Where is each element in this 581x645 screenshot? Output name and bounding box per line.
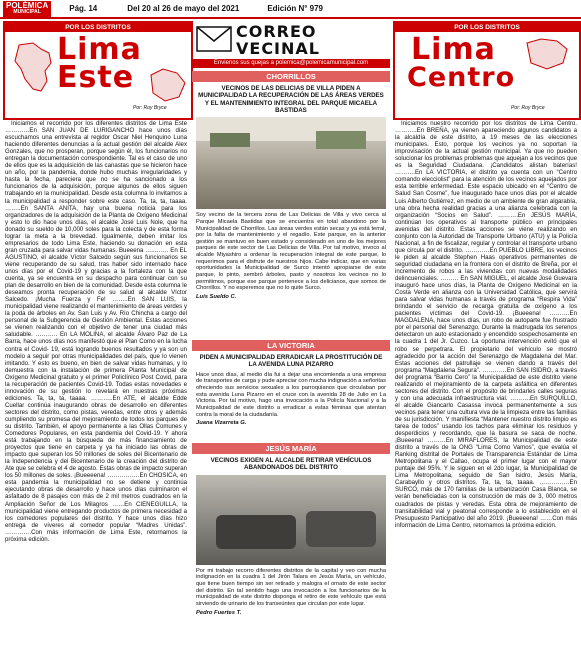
lima-centro-title-1: Lima bbox=[411, 32, 496, 67]
la-victoria-signature: Juana Vizarreta G. bbox=[196, 420, 247, 427]
lima-map-icon bbox=[523, 37, 571, 71]
masthead-line-1: CORREO bbox=[236, 22, 317, 41]
lima-centro-title-2: Centro bbox=[407, 62, 516, 93]
chorrillos-heading: VECINOS DE LAS DELICIAS DE VILLA PIDEN A MUNICIPALIDAD LA RECUPERACIÓN DE LAS ÁREAS VERDES Y EL MANTENIMIENTO INTEGRAL DEL PARQUE MICAELA BASTIDAS bbox=[198, 85, 384, 114]
jesus-maria-band: JESÚS MARÍA bbox=[192, 443, 390, 454]
la-victoria-band: LA VICTORIA bbox=[192, 340, 390, 351]
lima-este-banner: POR LOS DISTRITOS bbox=[5, 23, 191, 32]
lima-este-title-2: Este bbox=[57, 60, 135, 95]
district-map-icon bbox=[147, 67, 187, 103]
photo-vehicle-2 bbox=[306, 511, 376, 547]
jesus-maria-heading: VECINOS EXIGEN AL ALCALDE RETIRAR VEHÍCULOS ABANDONADOS DEL DISTRITO bbox=[210, 457, 372, 472]
masthead-tagline: Envienos sus quejas a polemica@polemicamunicipal.com bbox=[192, 59, 390, 68]
correo-vecinal-masthead bbox=[192, 20, 390, 72]
edition-number: Edición N° 979 bbox=[267, 4, 323, 13]
chorrillos-letter: Soy vecino de la tercera zona de Las Delicias de Villa y vivo cerca al Parque Micaela Bastidas que se encuentra en total abandono por la Municipalidad de Chorrillos. Las áreas verdes están secas y ya está terral, por la falta de mantenimiento y el regadío. Este parque, en la anterior gestión se mantuvo en buen estado y considerado en uno de los mejores parques de este sector de Las Delicias de Villa. Por tal motivo, invoco al alcalde Miyashiro a ordenar la recuperación integral de este parque, lo requerimos para el disfrute de nuestros hijos. Cabe indicar, que en varias oportunidades la Municipalidad de Surco intentó apropiarse de este parque, lo pinto, sembró árboles, pasto y nosotros los vecinos no lo permitimos, porque ese parque pertenece a los delicianos, que somos de Chorrillos. Y no esperemos que no lo quite Surco. bbox=[196, 212, 386, 292]
la-victoria-heading: PIDEN A MUNICIPALIDAD ERRADICAR LA PROSTITUCIÓN DE LA AVENIDA LUNA PIZARRO bbox=[199, 354, 383, 369]
masthead-line-2: VECINAL bbox=[236, 39, 320, 58]
jesus-maria-section bbox=[192, 443, 390, 618]
logo-main-text: POLÉMICA bbox=[6, 0, 49, 10]
chorrillos-section bbox=[192, 71, 390, 302]
lima-este-header bbox=[3, 21, 193, 120]
newspaper-logo bbox=[3, 1, 51, 17]
lima-este-body: Iniciamos el recorrido por los diferentes distritos de Lima Este …………En SAN JUAN DE LURIGANCHO hace unos días escuchamos una entrevista al regidor Oscar Niel Henquino Luna haciendo diferentes denuncias a la actual gestión del alcalde Alex Gonzales, que no prosperan, porque según él, los funcionarios no entregan la documentación correspondiente. Tal es el caso de uno de ellos que es la adquisición de las canastas que se hicieron hace un año, por la pandemia, donde hubo muchas irregularidades y hasta la fecha, pareciera que no se ha sancionado a los funcionarios de la adquisición, porque algunos de ellos siguen trabajando en la municipalidad. Desde esta columna lo invitamos a la municipalidad a responder sobre este caso. Ta, ta, ta, taaaa. ……..En SANTA ANITA, hay una buena noticia para los organizadores de la adquisición de la Planta de Oxígeno Medicinal y esto lo dio hace unos días, el alcalde José Luis Nole, que ha donado su sueldo de 10,000 soles para la colecta y de esta forma lograr la meta a la brevedad. Igualmente, deben imitar los empresarios de todo Lima Este, haciendo su donación en esta gran cruzada para salvar vidas humanas. Bueeena …..……. En EL AGUSTINO, el alcalde Víctor Salcedo según sus funcionarios se viene recuperando de su salud, tras haber sido internado hace unos días por el Covid-19 y gracias a la fortaleza con la que cuenta, ya se encuentra en su despacho para continuar con su plan de desarrollo en bien de la comunidad. Desde esta columna le deseamos pronta recuperación de su salud al alcalde Víctor Salcedo. ¡Mucha Fuerza y Fe! ……..En SAN LUIS, la municipalidad viene realizando el mantenimiento de áreas verdes y la poda de árboles en Av. San Luis y Av. Río Chincha a cargo del personal de la Subgerencia de Gestión Ambiental. Estas acciones se vienen realizando con el objetivo de tener una ciudad más saludable. ……….. En LA MOLINA, el alcalde Álvaro Paz de La Barra, hace unos días nos manifestó que el Plan Como en la lucha contra el Covid- 19, está logrando buenos resultados y ya son un modelo a seguir por otras municipalidades del país, que lo vienen imitando. Y esto es bueno, en bien de salvar vidas humanas, y lo demuestra con la instalación de primera Planta Municipal de Oxígeno Medicinal gratuito y el primer Policlínico Post Covid, para la recuperación de pacientes Covid-19. Todas estas novedades e innovación de su gestión lo revelará en nuestras próximas ediciones. Ta, ta, ta, taaaa. ………..En ATE, el alcalde Edde Cuellar continúa inaugurando obras de desarrollo en diferentes sectores del distrito, como pistas, veredas, entre otros y además cumpliendo su promesa del mejoramiento de todos los parques de su distrito. También, el apoyo permanente a las Ollas Comunes y Comedores Populares, en esta pandemia del Covid-19. Y ahora está trabajando en la búsqueda de más financiamiento de proyectos que tiene en carpeta y ya ha iniciado las obras de impacto que superan los 50 millones de soles del Bicentenario de la Independencia y del Bicentenario de la creación del distrito de Ate que se celebra el 4 de agosto. Estas obras de impacto superan los 50 millones de soles. ¡Bueeeena! …………….En CHOSICA, en esta pandemia la municipalidad no se detiene y continúa ejecutando obras de desarrollo y hace unos días culminaron el asfaltado de 8 pasajes con más de 2 mil metros cuadrados en la Ampliación Señor de Los Milagros ……En CIENEGUILLA, la municipalidad viene entregando productos de primera necesidad a los comedores populares del distrito. Y hace unos días hizo entrega de víveres al comedor popular “Madres Unidas”. ………….Con más información de Lima Este, retornamos la próxima edición. bbox=[5, 120, 187, 543]
jesus-maria-letter: Por mi trabajo recorro diferentes distritos de la capital y veo con mucha indignación en la cuadra 1 del Jirón Talara en Jesús María, un vehículo, que tiene buen tiempo sin ser retirado y malogra el ornato de este sector del distrito. En tal sentido hago una invocación a los funcionarios de la municipalidad de este distrito disponga el retiro de este vehículo que está sirviendo de urinario de los transeúntes que circulan por este lugar. bbox=[196, 567, 386, 607]
lima-este-byline: Por: Roy Bryce bbox=[133, 105, 167, 111]
page-number: Pág. 14 bbox=[69, 4, 98, 13]
photo-vehicle bbox=[216, 515, 296, 549]
page-header bbox=[0, 0, 581, 19]
la-victoria-section bbox=[192, 340, 390, 428]
lima-centro-header bbox=[393, 21, 581, 120]
lima-este-title-1: Lima bbox=[57, 32, 142, 67]
lima-este-column bbox=[5, 120, 187, 640]
lima-centro-column bbox=[395, 120, 577, 640]
lima-centro-banner: POR LOS DISTRITOS bbox=[395, 23, 579, 32]
photo-trees-2 bbox=[316, 131, 366, 149]
jesus-maria-signature: Pedro Fuertes T. bbox=[196, 609, 242, 616]
chorrillos-signature: Luis Sueldo C. bbox=[196, 294, 237, 301]
issue-dates: Del 20 al 26 de mayo del 2021 bbox=[127, 4, 240, 13]
chorrillos-band: CHORRILLOS bbox=[192, 71, 390, 82]
lima-centro-body: Iniciamos nuestro recorrido por los distritos de Lima Centro. ………..En BREÑA, ya vienen apareciendo algunos candidatos a la alcaldía de este distrito, a 19 meses de las elecciones municipales. Esto, porque los vecinos ya no soportan la improvisación de la actual gestión municipal. Ya que no pueden solucionar los problemas problemas que aquejan a los vecinos que es la Seguridad Ciudadana. ¡Candidatos alistan baterías! ……….En LA VICTORIA, el distrito ya cuenta con un “Centro comando elecciolist” para la atención de los vecinos aquejados por esta terrible enfermedad. Este espacio ubicado en el “Centro de Salud San Cosme”, fue inaugurado hace unos días por el alcalde Luis Alberto Gutiérrez, en medio de un ambiente de gran algarabía, una obra hecha realidad gracias a una alianza celebrada con la organización “Socios en Salud”. ……….En JESÚS MARÍA, continúan los operativos al transporte público en principales avenidas del distrito. Estas acciones se viene realizando en conjunto con la Autoridad de Transporte Urbano (ATU) y la Policía Nacional, a fin de fiscalizar, regular y controlar el transporte urbano que circula por el distrito. …………En PUEBLO LIBRE, los vecinos le piden al alcalde Stephen Haas operativos permanentes de seguridad ciudadana en la frontera con el distrito de Breña, por el incremento de robos a las viviendas con nuevas modalidades delincuenciales. ……… En SAN MIGUEL, el alcalde José Guevara inauguró hace unos días, la Planta de Oxígeno Medicinal en la Costa Verde en alianza con la Universidad Católica, que servirá para salvar vidas humanas a través de programa “Respira Vida” brindando el servicio de recarga gratuita de oxígeno a los pacientes víctimas del Covid-19. ¡Bueeena! ……….En MAGDALENA, hace unos días, un robo de autoparte fue frustrado por el personal del Serenazgo. Durante la madrugada los serenos detectaron un auto estacionado y encendido sospechosamente en la cuadra 1 del Jr. Cuzco. La oportuna intervención evitó que el robo se perpetrara. El propietario del vehículo se mostró agradecido por la acción del Serenazgo de Magdalena del Mar. Estas acciones del patrullaje se vienen dando a través del programa “Magdalena Segura”. …………En SAN ISIDRO, a través del programa “Barrio Cero” la Municipalidad de este distrito viene realizando el mejoramiento de la carpeta asfáltica en diferentes sectores del distrito. Con el propósito de brindarles calles seguras y con una adecuada infraestructura vial. ……….En SURQUILLO, el alcalde Giancarlo Casassa invoca permanentemente a sus vecinos para tener una cultura viva de la limpieza entre las familias de su jurisdicción. Y manifiesta “Mantener nuestro distrito limpio es tarea de todos” usando los tachos para eliminar los residuos y desperdicios y recordando, que la basura se saca de noche. ¡Bueeena! ………En MIRAFLORES, la Municipalidad de este distrito a través de la ONG “Lima Como Vamos”, que evalúa el Ranking distrital de Portales de Transparencia Estándar de Lima Metropolitana y el Callao, ocupa el primer lugar con el mayor puntaje del 95%. Y le siguen en el 2do lugar, la Municipalidad de Lima Metropolitana, seguido de San Isidro, Jesús María, Carabayllo y otros distritos. Ta, ta, ta, taaaa. ……………En SURCO, más de 170 familias de la urbanización Casa Blanca, se verán beneficiadas con la construcción de más de 3, 000 metros cuadrados de pistas y veredas. Esta obra de mejoramiento de transitabilidad vial y peatonal corresponde a lo establecido en el Presupuesto Participativo del año 2019. ¡Bueeeena! ……Con más información de Lima Centro, retornamos la próxima edición. bbox=[395, 120, 577, 529]
chorrillos-photo bbox=[196, 117, 386, 209]
la-victoria-letter: Hace unos días, al medio día fui a dejar una encomienda a una empresa de transportes de carga y pude apreciar con mucha indignación a señoritas ofreciendo sus servicios sexuales a los parroquianos que circulaban por esta avenida Luna Pizarro en el cruce con la avenida 28 de Julio en La Victoria. Por tal motivo, hago una invocación a la Policía Nacional y a la Municipalidad de este distrito a erradicar a estas féminas que atentan contra la moral de la ciudadanía. bbox=[196, 371, 387, 418]
envelope-icon bbox=[196, 26, 232, 52]
lima-centro-byline: Por: Roy Bryce bbox=[511, 105, 545, 111]
photo-trees bbox=[210, 133, 250, 147]
peru-map-icon bbox=[11, 41, 55, 95]
logo-sub-text: MUNICIPAL bbox=[13, 8, 41, 15]
jesus-maria-photo bbox=[196, 475, 386, 565]
